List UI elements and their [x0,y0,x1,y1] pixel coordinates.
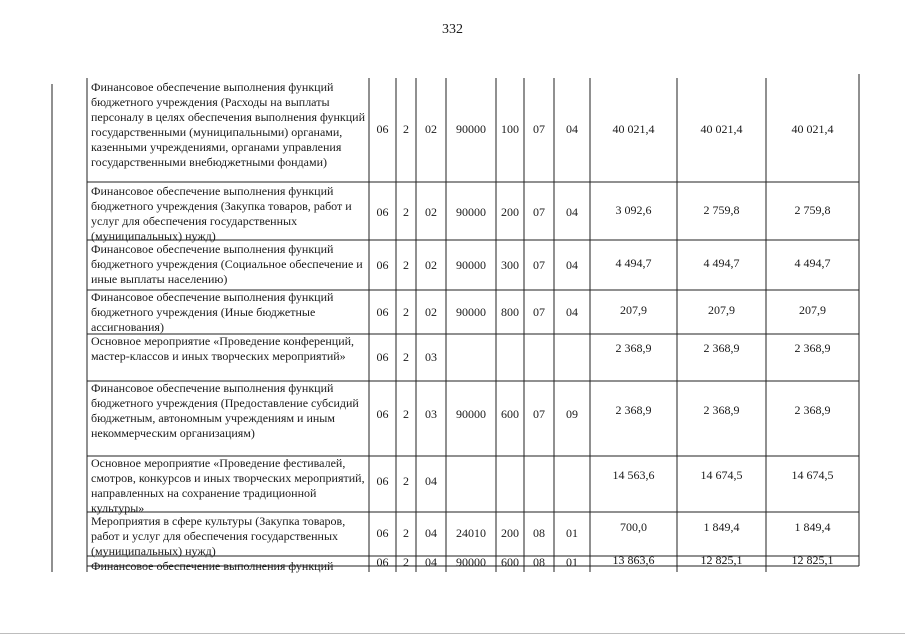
row-4-code-1: 06 [376,305,389,319]
row-4-value-1: 207,9 [620,303,647,317]
row-8-code-5: 200 [501,526,519,540]
row-5-code-3: 03 [425,350,437,364]
row-9-code-5: 600 [501,555,519,569]
row-2-code-3: 02 [425,205,437,219]
row-9-code-1: 06 [376,555,389,569]
row-8-code-4: 24010 [456,526,486,540]
row-8-value-1: 700,0 [620,520,647,534]
row-7-value-1: 14 563,6 [612,468,655,482]
row-9-value-1: 13 863,6 [612,553,655,567]
row-3-description: Финансовое обеспечение выполнения функций бюджетного учреждения (Социальное обеспечение и иные выплаты населению) [91,242,363,286]
row-6-description: Финансовое обеспечение выполнения функций бюджетного учреждения (Предоставление субсидий бюджетным, автономным учреждениям и иным некоммерческим организациям) [91,381,359,440]
row-4-code-7: 04 [566,305,578,319]
row-8-value-3: 1 849,4 [794,520,831,534]
row-3-code-4: 90000 [456,258,486,272]
page-number: 332 [442,22,463,37]
row-4-value-3: 207,9 [799,303,826,317]
row-9-code-4: 90000 [456,555,486,569]
row-4-code-4: 90000 [456,305,486,319]
row-3-code-7: 04 [566,258,578,272]
row-8-code-6: 08 [533,526,545,540]
row-7-value-2: 14 674,5 [700,468,743,482]
scan-edge-line [0,633,905,634]
row-4-code-2: 2 [403,305,409,319]
row-1-code-2: 2 [403,122,409,136]
row-7-code-1: 06 [376,474,389,488]
row-3-value-1: 4 494,7 [615,256,652,270]
row-5-description: Основное мероприятие «Проведение конференций, мастер-классов и иных творческих мероприятий» [91,334,355,363]
row-6-code-2: 2 [403,407,409,421]
row-1-code-6: 07 [533,122,545,136]
row-2-code-6: 07 [533,205,545,219]
row-2-code-4: 90000 [456,205,486,219]
row-8-description: Мероприятия в сфере культуры (Закупка товаров, работ и услуг для обеспечения государственных (муниципальных) нужд) [91,514,346,558]
row-9-code-2: 2 [403,555,409,569]
row-4-code-3: 02 [425,305,437,319]
row-6-code-4: 90000 [456,407,486,421]
row-8-code-2: 2 [403,526,409,540]
row-1-code-7: 04 [566,122,578,136]
row-4-description: Финансовое обеспечение выполнения функций бюджетного учреждения (Иные бюджетные ассигнования) [91,290,334,334]
row-2-value-1: 3 092,6 [615,203,652,217]
row-6-value-1: 2 368,9 [615,403,652,417]
row-5-value-1: 2 368,9 [615,341,652,355]
row-9-value-2: 12 825,1 [700,553,743,567]
row-1-code-5: 100 [501,122,519,136]
row-2-code-2: 2 [403,205,409,219]
row-5-value-3: 2 368,9 [794,341,831,355]
row-7-value-3: 14 674,5 [791,468,834,482]
row-5-code-1: 06 [376,350,389,364]
row-6-value-2: 2 368,9 [703,403,740,417]
row-5-value-2: 2 368,9 [703,341,740,355]
row-6-code-3: 03 [425,407,437,421]
row-6-code-6: 07 [533,407,545,421]
row-5-code-2: 2 [403,350,409,364]
row-1-value-2: 40 021,4 [700,122,743,136]
row-2-code-7: 04 [566,205,578,219]
row-8-code-7: 01 [566,526,578,540]
row-2-description: Финансовое обеспечение выполнения функций бюджетного учреждения (Закупка товаров, работ и услуг для обеспечения государственных (муниципальных) нужд) [91,184,352,243]
row-4-value-2: 207,9 [708,303,735,317]
row-3-code-3: 02 [425,258,437,272]
row-3-code-5: 300 [501,258,519,272]
row-9-description: Финансовое обеспечение выполнения функций [91,559,334,573]
row-8-code-1: 06 [376,526,389,540]
row-6-code-1: 06 [376,407,389,421]
row-4-code-5: 800 [501,305,519,319]
row-6-value-3: 2 368,9 [794,403,831,417]
row-8-value-2: 1 849,4 [703,520,740,534]
row-3-value-2: 4 494,7 [703,256,740,270]
row-2-value-3: 2 759,8 [794,203,831,217]
row-1-code-1: 06 [376,122,389,136]
row-6-code-5: 600 [501,407,519,421]
row-9-code-7: 01 [566,555,578,569]
row-3-code-6: 07 [533,258,545,272]
row-3-value-3: 4 494,7 [794,256,831,270]
row-4-code-6: 07 [533,305,545,319]
row-7-code-2: 2 [403,474,409,488]
row-1-value-1: 40 021,4 [612,122,655,136]
row-1-code-3: 02 [425,122,437,136]
row-3-code-1: 06 [376,258,389,272]
row-7-description: Основное мероприятие «Проведение фестивалей, смотров, конкурсов и иных творческих мероприятий, направленных на сохранение традиционной культуры» [91,456,365,515]
row-9-value-3: 12 825,1 [791,553,834,567]
row-3-code-2: 2 [403,258,409,272]
row-2-value-2: 2 759,8 [703,203,740,217]
row-9-code-6: 08 [533,555,545,569]
row-2-code-1: 06 [376,205,389,219]
row-6-code-7: 09 [566,407,578,421]
row-1-description: Финансовое обеспечение выполнения функций бюджетного учреждения (Расходы на выплаты персоналу в целях обеспечения выполнения функций государственными (муниципальными) органами, казенными учреждениями, органами управления государственными внебюджетными фондами) [91,80,365,169]
row-7-code-3: 04 [425,474,437,488]
row-2-code-5: 200 [501,205,519,219]
row-1-value-3: 40 021,4 [791,122,834,136]
row-1-code-4: 90000 [456,122,486,136]
row-9-code-3: 04 [425,555,437,569]
row-8-code-3: 04 [425,526,437,540]
